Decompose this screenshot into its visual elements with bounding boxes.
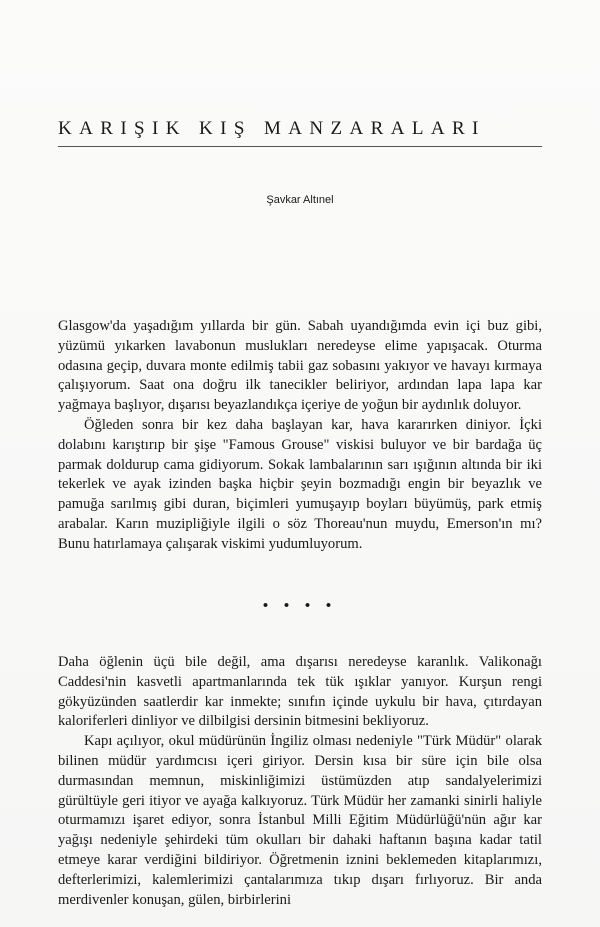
paragraph: Daha öğlenin üçü bile değil, ama dışarısı neredeyse karanlık. Valikonağı Caddesi'nin kasvetli apartmanlarında tek tük ışıklar yanıyor. Kurşun rengi gökyüzünden saatlerdir kar inmekte; sınıfın içinde uykulu bir hava, çıtırdayan kaloriferleri dinliyor ve dilbilgisi dersinin bitmesini bekliyoruz. — [58, 654, 542, 730]
section-break: • • • • — [262, 598, 338, 614]
section-1 — [58, 317, 542, 555]
paragraph: Glasgow'da yaşadığım yıllarda bir gün. Sabah uyandığımda evin içi buz gibi, yüzümü yıkarken lavabonun muslukları neredeyse elime yapışacak. Oturma odasına geçip, duvara monte edilmiş tabii gaz sobasını yakıyor ve havayı kırmaya çalışıyorum. Saat ona doğru ilk tanecikler beliriyor, ardından lapa lapa kar yağmaya başlıyor, dışarısı beyazlandıkça içeriye de yoğun bir aydınlık doluyor. — [58, 318, 542, 414]
paragraph: Öğleden sonra bir kez daha başlayan kar, hava kararırken diniyor. İçki dolabını karıştırıp bir şişe "Famous Grouse" viskisi buluyor ve bir bardağa üç parmak doldurup cama gidiyorum. Sokak lambalarının sarı ışığının altında bir iki tekerlek ve ayak izinden başka hiçbir şeyin bozmadığı engin bir beyazlık ve pamuğa sarılmış gibi duran, biçimleri yumuşayıp boyları büyümüş, park etmiş arabalar. Karın muzipliğiyle ilgili o söz Thoreau'nun muydu, Emerson'ın mı? Bunu hatırlamaya çalışarak viskimi yudumluyorum. — [58, 416, 542, 552]
author-name: Şavkar Altınel — [266, 194, 334, 206]
section-2 — [58, 653, 542, 910]
paragraph: Kapı açılıyor, okul müdürünün İngiliz olması nedeniyle "Türk Müdür" olarak bilinen müdür yardımcısı içeri giriyor. Dersin kısa bir süre için bile olsa durmasından memnun, miskinliğimizi üstümüzden atıp sandalyelerimizi gürültüyle geri itiyor ve ayağa kalkıyoruz. Türk Müdür her zamanki sinirli haliyle oturmamızı işaret ediyor, sonra İstanbul Milli Eğitim Müdürlüğü'nün ağır kar yağışı nedeniyle şehirdeki tüm okulları bir dahaki haftanın başına kadar tatil etmeye karar verdiğini bildiriyor. Öğretmenin iznini beklemeden kitaplarımızı, defterlerimizi, kalemlerimizi çantalarımıza tıkıp dışarı fırlıyoruz. Bir anda merdivenler konuşan, gülen, birbirlerini — [58, 733, 542, 908]
title-rule — [58, 146, 542, 147]
chapter-title: KARIŞIK KIŞ MANZARALARI — [58, 118, 486, 139]
